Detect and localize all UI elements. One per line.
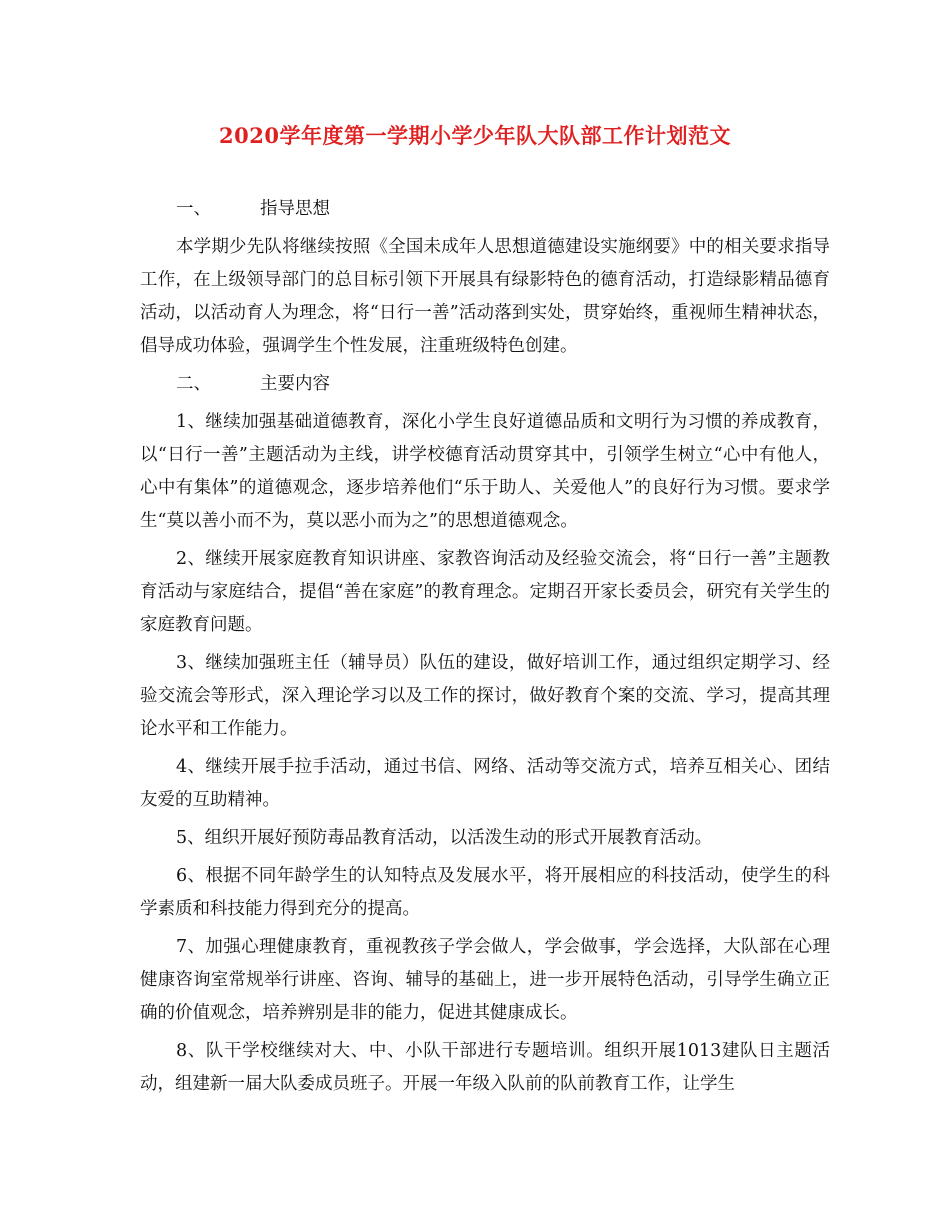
section-number: 二、: [176, 374, 211, 394]
document-body: [140, 193, 830, 1106]
paragraph-guiding-thought: 本学期少先队将继续按照《全国未成年人思想道德建设实施纲要》中的相关要求指导工作，在上级领导部门的总目标引领下开展具有绿影特色的德育活动，打造绿影精品德育活动，以活动育人为理念，将“日行一善”活动落到实处，贯穿始终，重视师生精神状态，倡导成功体验，强调学生个性发展，注重班级特色创建。: [140, 237, 830, 356]
list-item: 3、继续加强班主任（辅导员）队伍的建设，做好培训工作，通过组织定期学习、经验交流会等形式，深入理论学习以及工作的探讨，做好教育个案的交流、学习，提高其理论水平和工作能力。: [140, 653, 830, 739]
list-item: 7、加强心理健康教育，重视教孩子学会做人，学会做事，学会选择，大队部在心理健康咨询室常规举行讲座、咨询、辅导的基础上，进一步开展特色活动，引导学生确立正确的价值观念，培养辨别是非的能力，促进其健康成长。: [140, 937, 830, 1023]
section-heading-main-content: [140, 368, 830, 401]
section-number: 一、: [176, 199, 211, 219]
section-title: 指导思想: [260, 199, 330, 219]
list-item: 8、队干学校继续对大、中、小队干部进行专题培训。组织开展1013建队日主题活动，组建新一届大队委成员班子。开展一年级入队前的队前教育工作，让学生: [140, 1041, 830, 1094]
section-title: 主要内容: [260, 374, 330, 394]
section-heading-guiding-thought: [140, 193, 830, 226]
list-item: 2、继续开展家庭教育知识讲座、家教咨询活动及经验交流会，将“日行一善”主题教育活动与家庭结合，提倡“善在家庭”的教育理念。定期召开家长委员会，研究有关学生的家庭教育问题。: [140, 549, 830, 635]
list-item: 5、组织开展好预防毒品教育活动，以活泼生动的形式开展教育活动。: [176, 828, 713, 848]
document-title: 2020学年度第一学期小学少年队大队部工作计划范文: [219, 123, 731, 148]
list-item: 6、根据不同年龄学生的认知特点及发展水平，将开展相应的科技活动，使学生的科学素质和科技能力得到充分的提高。: [140, 866, 830, 919]
list-item: 4、继续开展手拉手活动，通过书信、网络、活动等交流方式，培养互相关心、团结友爱的互助精神。: [140, 757, 830, 810]
list-item: 1、继续加强基础道德教育，深化小学生良好道德品质和文明行为习惯的养成教育，以“日行一善”主题活动为主线，讲学校德育活动贯穿其中，引领学生树立“心中有他人，心中有集体”的道德观念，逐步培养他们“乐于助人、关爱他人”的良好行为习惯。要求学生“莫以善小而不为，莫以恶小而为之”的思想道德观念。: [140, 412, 830, 531]
